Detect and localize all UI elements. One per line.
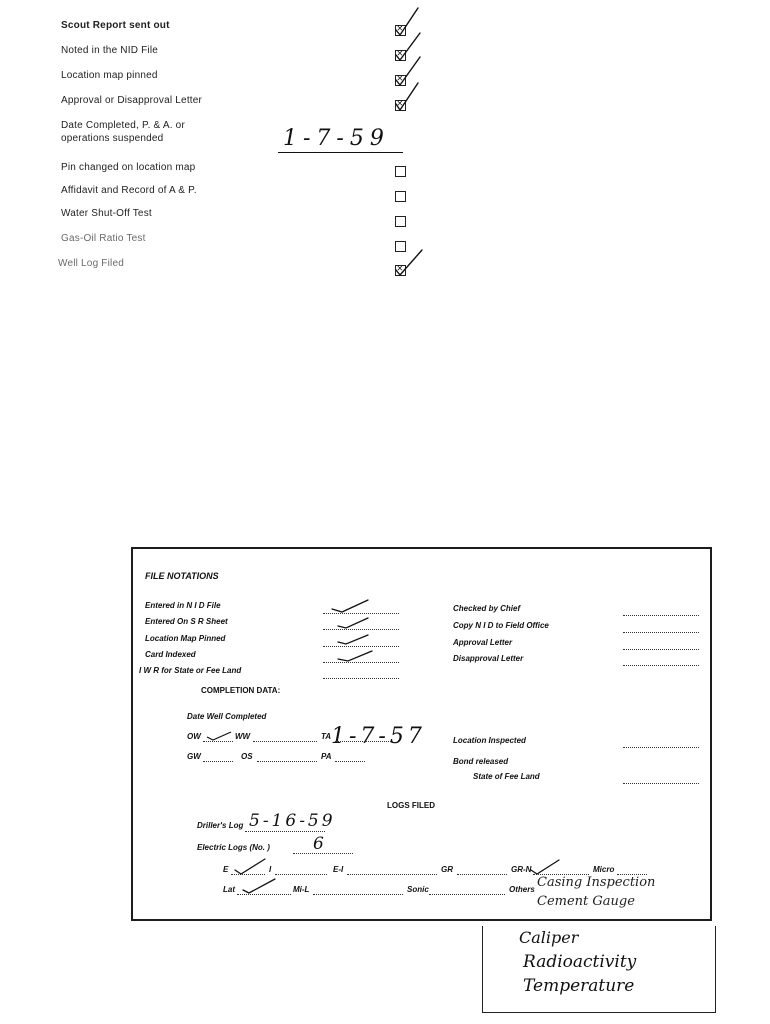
notation-label: Entered in N I D File — [145, 601, 221, 610]
notation-label: Checked by Chief — [453, 604, 521, 613]
log-gr-label: GR — [441, 865, 453, 874]
fill-line — [257, 761, 317, 762]
fill-line — [623, 649, 699, 650]
os-label: OS — [241, 752, 253, 761]
log-grn-label: GR-N — [511, 865, 532, 874]
handwritten-others-2: Cement Gauge — [537, 894, 635, 909]
state-of-fee-land-label: State of Fee Land — [473, 772, 540, 781]
checklist-item-label: Date Completed, P. & A. or — [61, 120, 185, 131]
electric-logs-label: Electric Logs (No. ) — [197, 843, 270, 852]
location-inspected-label: Location Inspected — [453, 736, 526, 745]
log-sonic-label: Sonic — [407, 885, 429, 894]
notation-label: Disapproval Letter — [453, 654, 524, 663]
extension-note — [482, 926, 716, 1013]
checklist-item-label: Noted in the NID File — [61, 45, 159, 56]
checklist-item-label: Well Log Filed — [58, 258, 124, 269]
checklist-item-label: Gas-Oil Ratio Test — [61, 233, 146, 244]
pa-label: PA — [321, 752, 332, 761]
ow-label: OW — [187, 732, 201, 741]
log-i-label: I — [269, 865, 272, 874]
fill-line — [245, 831, 325, 832]
fill-line — [623, 632, 699, 633]
file-notations-card — [131, 547, 712, 921]
electric-logs-value: 6 — [313, 834, 324, 854]
date-well-completed-value: 1-7-57 — [331, 724, 426, 749]
fill-line — [335, 761, 365, 762]
fill-line — [623, 615, 699, 616]
handwritten-others-radioactivity: Radioactivity — [523, 952, 637, 972]
log-e-label: E — [223, 865, 229, 874]
handwritten-checkmark-icon — [205, 729, 235, 743]
notation-label: Approval Letter — [453, 638, 513, 647]
fill-line — [323, 678, 399, 679]
fill-line — [203, 761, 233, 762]
fill-line — [253, 741, 317, 742]
notation-label: Location Map Pinned — [145, 634, 226, 643]
ta-label: TA — [321, 732, 332, 741]
handwritten-others-temperature: Temperature — [523, 976, 635, 996]
ww-label: WW — [235, 732, 251, 741]
completion-data-heading: COMPLETION DATA: — [201, 686, 281, 695]
handwritten-checkmark-icon — [223, 855, 583, 895]
checklist-item-label: Pin changed on location map — [61, 162, 196, 173]
fill-line — [623, 783, 699, 784]
handwritten-checkmark-icon — [328, 597, 398, 667]
fill-line — [623, 665, 699, 666]
checklist-item-label: Approval or Disapproval Letter — [61, 95, 203, 106]
date-completed-value: 1-7-59 — [283, 126, 390, 151]
date-underline — [278, 152, 403, 153]
drillers-log-label: Driller's Log — [197, 821, 244, 830]
checklist-item-label: Affidavit and Record of A & P. — [61, 185, 197, 196]
log-ei-label: E-I — [333, 865, 344, 874]
log-others-label: Others — [509, 885, 535, 894]
notation-label: Card Indexed — [145, 650, 196, 659]
handwritten-others-1: Casing Inspection — [537, 875, 656, 890]
log-mil-label: Mi-L — [293, 885, 310, 894]
notation-label: Entered On S R Sheet — [145, 617, 228, 626]
notation-label: Copy N I D to Field Office — [453, 621, 549, 630]
checklist-item-label-line2: operations suspended — [61, 133, 164, 144]
logs-filed-heading: LOGS FILED — [387, 801, 435, 810]
log-micro-label: Micro — [593, 865, 615, 874]
checklist-item-label: Scout Report sent out — [61, 20, 170, 31]
file-notations-title: FILE NOTATIONS — [145, 571, 219, 581]
fill-line — [335, 741, 391, 742]
bond-released-label: Bond released — [453, 757, 509, 766]
handwritten-checkmark-icon — [390, 0, 440, 290]
gw-label: GW — [187, 752, 201, 761]
fill-line — [623, 747, 699, 748]
checklist-item-label: Water Shut-Off Test — [61, 208, 152, 219]
log-lat-label: Lat — [223, 885, 235, 894]
checklist — [0, 0, 770, 300]
drillers-log-value: 5-16-59 — [249, 811, 336, 831]
handwritten-others-caliper: Caliper — [519, 928, 579, 947]
date-well-completed-label: Date Well Completed — [187, 712, 267, 721]
notation-label: I W R for State or Fee Land — [139, 666, 242, 675]
fill-line — [293, 853, 353, 854]
checklist-item-label: Location map pinned — [61, 70, 158, 81]
